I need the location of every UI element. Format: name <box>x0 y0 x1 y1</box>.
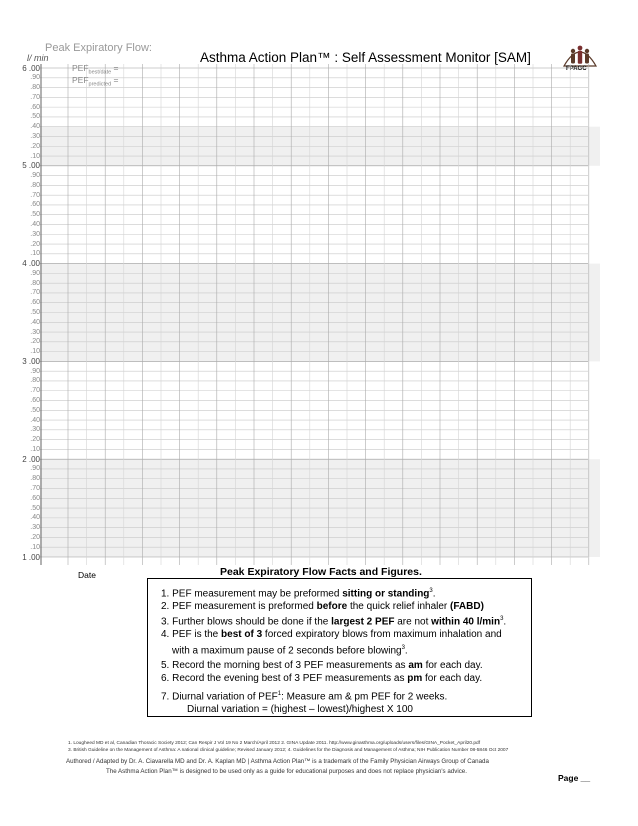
page-title: Asthma Action Plan™ : Self Assessment Monitor [SAM] <box>200 50 531 65</box>
logo-text: FPAGC <box>566 66 587 72</box>
authored-note: Authored / Adapted by Dr. A. Ciavarella MD and Dr. A. Kaplan MD | Asthma Action Plan™ is a trademark of the Family Physician Airways Group of Canada <box>66 758 489 765</box>
y-tick-label: 6 .00 <box>22 63 40 73</box>
y-tick-label: .80 <box>30 279 40 287</box>
fact-3: 3. Further blows should be done if the largest 2 PEF are not within 40 $l/\min^3$. <box>161 616 507 628</box>
y-axis-labels <box>0 0 40 826</box>
y-tick-label: .40 <box>30 123 40 131</box>
y-tick-label: .60 <box>30 494 40 502</box>
y-tick-label: .30 <box>30 426 40 434</box>
y-tick-label: .70 <box>30 485 40 493</box>
disclaimer: The Asthma Action Plan™ is designed to be used only as a guide for educational purposes and does not replace physician's advice. <box>106 768 467 775</box>
y-tick-label: .80 <box>30 84 40 92</box>
y-tick-label: .20 <box>30 240 40 248</box>
y-tick-label: .30 <box>30 132 40 140</box>
fact-4: 4. PEF is the best of 3 forced expiratory blows from maximum inhalation and <box>161 629 502 641</box>
y-tick-label: .90 <box>30 367 40 375</box>
y-tick-label: .10 <box>30 250 40 258</box>
y-tick-label: .80 <box>30 475 40 483</box>
y-tick-label: 4 .00 <box>22 259 40 269</box>
pef-grid[interactable] <box>40 64 602 570</box>
y-tick-label: .10 <box>30 152 40 160</box>
y-tick-label: 5 .00 <box>22 161 40 171</box>
pef-best-label: $PEF_{best/date}$ = <box>72 63 119 76</box>
y-tick-label: .40 <box>30 220 40 228</box>
y-tick-label: .70 <box>30 387 40 395</box>
references <box>68 740 508 754</box>
fact-6: 6. Record the evening best of 3 PEF measurements as pm for each day. <box>161 672 483 684</box>
fact-5: 5. Record the morning best of 3 PEF measurements as am for each day. <box>161 660 483 672</box>
y-tick-label: .30 <box>30 328 40 336</box>
y-tick-label: .90 <box>30 269 40 277</box>
y-tick-label: .90 <box>30 172 40 180</box>
y-tick-label: .50 <box>30 211 40 219</box>
fact-1: 1. PEF measurement may be preformed sitting or standing$^3$. <box>161 588 436 600</box>
y-tick-label: .10 <box>30 445 40 453</box>
y-tick-label: .70 <box>30 191 40 199</box>
fact-2: 2. PEF measurement is preformed before the quick relief inhaler (FABD) <box>161 600 484 612</box>
y-tick-label: .60 <box>30 299 40 307</box>
y-tick-label: .40 <box>30 514 40 522</box>
y-axis-title: Peak Expiratory Flow: <box>45 42 152 54</box>
y-tick-label: 3 .00 <box>22 356 40 366</box>
y-tick-label: .50 <box>30 309 40 316</box>
y-tick-label: .40 <box>30 318 40 326</box>
y-tick-label: 2 .00 <box>22 454 40 464</box>
y-tick-label: .20 <box>30 533 40 541</box>
y-tick-label: .20 <box>30 142 40 150</box>
pef-predicted-label: $PEF_{predicted}$ = <box>72 75 119 88</box>
y-tick-label: .10 <box>30 543 40 551</box>
y-tick-label: 1 .00 <box>22 552 40 562</box>
fact-7-formula: Diurnal variation = (highest – lowest)/highest X 100 <box>187 704 413 716</box>
y-tick-label: .70 <box>30 289 40 297</box>
y-tick-label: .60 <box>30 201 40 209</box>
date-label: Date <box>78 570 96 580</box>
page-number-field[interactable]: Page __ <box>558 773 591 783</box>
y-tick-label: .20 <box>30 436 40 444</box>
y-tick-label: .30 <box>30 230 40 238</box>
y-tick-label: .30 <box>30 524 40 532</box>
fact-7: 7. Diurnal variation of PEF$^1$: Measure am & pm PEF for 2 weeks. <box>161 691 448 703</box>
y-tick-label: .50 <box>30 113 40 121</box>
reference-line: 1. Lougheed MD et al, Canadian Thoracic Society 2012; Can Respir J Vol 19 No 2 March/April 2012 2. GINA Update 2011. http://www.ginasthma.org/uploads/users/files/GINA_Pocket_April20.pdf <box>68 741 481 746</box>
y-axis-unit: l/ min <box>27 53 49 63</box>
y-tick-label: .80 <box>30 181 40 189</box>
fact-4-continued: with a maximum pause of 2 seconds before blowing$^3$. <box>172 644 408 656</box>
y-tick-label: .50 <box>30 406 40 414</box>
y-tick-label: .60 <box>30 103 40 111</box>
y-tick-label: .40 <box>30 416 40 424</box>
y-tick-label: .70 <box>30 93 40 101</box>
y-tick-label: .90 <box>30 465 40 473</box>
facts-heading: Peak Expiratory Flow Facts and Figures. <box>220 566 422 578</box>
y-tick-label: .20 <box>30 338 40 346</box>
reference-line: 3. British Guideline on the Management of Asthma: A national clinical guideline; Revised January 2012; 4. Guidelines for the Diagnosis and Management of Asthma; NIH Publication Number 08-5846 Oct 2007 <box>68 748 509 753</box>
y-tick-label: .90 <box>30 74 40 82</box>
y-tick-label: .50 <box>30 504 40 512</box>
facts-box <box>147 578 532 717</box>
y-tick-label: .80 <box>30 377 40 385</box>
y-tick-label: .60 <box>30 397 40 405</box>
y-tick-label: .10 <box>30 348 40 356</box>
